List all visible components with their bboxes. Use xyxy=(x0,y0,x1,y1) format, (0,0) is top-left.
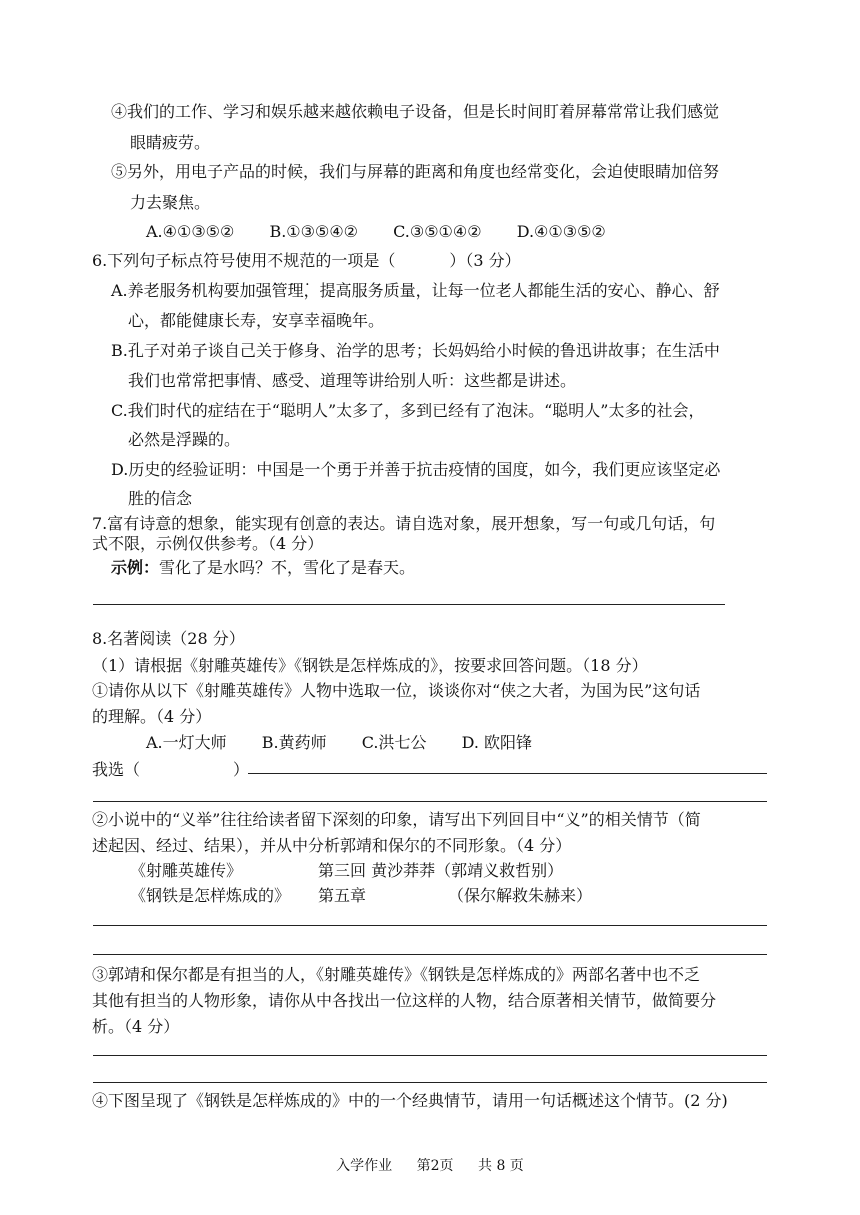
q6-option-b-line2: 我们也常常把事情、感受、道理等讲给别人听：这些都是讲述。 xyxy=(128,371,577,390)
q8-chapter1: 第三回 黄沙莽莽（郭靖义救哲别） xyxy=(318,861,564,880)
q8-s2-line2: 述起因、经过、结果），并从中分析郭靖和保尔的不同形象。（4 分） xyxy=(92,836,572,855)
footer-total: 共 8 页 xyxy=(478,1158,524,1174)
q8-s1-answer-line-1[interactable] xyxy=(248,773,767,774)
q8-choose-end: ） xyxy=(233,760,250,779)
page-footer xyxy=(0,1152,860,1180)
q6-option-d-line2: 胜的信念 xyxy=(128,489,193,508)
footer-page: 第2页 xyxy=(416,1158,454,1174)
q6-option-a-line1: A.养老服务机构要加强管理，提高服务质量，让每一位老人都能生活的安心、静心、舒 xyxy=(111,281,720,300)
q5-option-a: A.④①③⑤② xyxy=(146,222,235,241)
q7-example-text: 雪化了是水吗？不，雪化了是春天。 xyxy=(159,558,416,577)
footer-name: 入学作业 xyxy=(336,1158,393,1174)
q8-s1-option-c: C.洪七公 xyxy=(361,733,427,752)
q8-s1-line1: ①请你从以下《射雕英雄传》人物中选取一位，谈谈你对“侠之大者，为国为民”这句话 xyxy=(92,681,701,700)
q6-option-b-line1: B.孔子对弟子谈自己关于修身、治学的思考；长妈妈给小时候的鲁迅讲故事；在生活中 xyxy=(111,341,720,360)
q8-choose-label: 我选（ xyxy=(92,760,141,779)
q7-line1: 7.富有诗意的想象，能实现有创意的表达。请自选对象，展开想象，写一句或几句话，句 xyxy=(92,514,716,533)
q7-line2: 式不限，示例仅供参考。（4 分） xyxy=(92,534,324,553)
q8-s1-option-d: D. 欧阳锋 xyxy=(461,733,532,752)
q6-option-d-line1: D.历史的经验证明：中国是一个勇于并善于抗击疫情的国度，如今，我们更应该坚定必 xyxy=(111,460,721,479)
q8-s2-line1: ②小说中的“义举”往往给读者留下深刻的印象，请写出下列回目中“义”的相关情节（简 xyxy=(92,810,701,829)
q7-example xyxy=(111,554,415,582)
q6-stem-pre: 6.下列句子标点符号使用 xyxy=(92,251,268,270)
q7-answer-line[interactable] xyxy=(93,604,725,605)
q8-s2-answer-line-1[interactable] xyxy=(93,925,767,926)
q8-s3-answer-line-2[interactable] xyxy=(93,1082,767,1083)
q8-title: 8.名著阅读（28 分） xyxy=(92,629,245,648)
q6-dotted-char-1: 不 xyxy=(267,251,284,270)
q8-s1-answer-line-2[interactable] xyxy=(93,801,767,802)
q8-chapter2-detail: （保尔解救朱赫来） xyxy=(448,886,593,905)
q5-item4-line2: 眼睛疲劳。 xyxy=(130,133,211,152)
q5-item5-line2: 力去聚焦。 xyxy=(130,193,211,212)
q5-item4-line1: ④我们的工作、学习和娱乐越来越依赖电子设备，但是长时间盯着屏幕常常让我们感觉 xyxy=(111,102,720,121)
q8-s1-options xyxy=(146,729,562,757)
q5-item5-line1: ⑤另外，用电子产品的时候，我们与屏幕的距离和角度也经常变化，会迫使眼睛加倍努 xyxy=(111,162,720,181)
q8-s3-line2: 其他有担当的人物形象，请你从中各找出一位这样的人物，结合原著相关情节，做简要分 xyxy=(92,991,717,1010)
q8-s2-answer-line-2[interactable] xyxy=(93,954,767,955)
q6-option-c-line2: 必然是浮躁的。 xyxy=(128,430,241,449)
q8-chapter2: 第五章 xyxy=(318,886,367,905)
q8-part1: （1）请根据《射雕英雄传》《钢铁是怎样炼成的》，按要求回答问题。（18 分） xyxy=(92,656,648,675)
q6-option-c-line1: C.我们时代的症结在于“聪明人”太多了，多到已经有了泡沫。“聪明人”太多的社会， xyxy=(111,401,705,420)
q6-stem xyxy=(92,247,521,275)
q6-option-a-line2: 心，都能健康长寿，安享幸福晚年。 xyxy=(128,311,385,330)
q8-s1-option-a: A.一灯大师 xyxy=(146,733,227,752)
q8-book1: 《射雕英雄传》 xyxy=(130,861,243,880)
q8-s4-line1: ④下图呈现了《钢铁是怎样炼成的》中的一个经典情节，请用一句话概述这个情节。(2 分) xyxy=(92,1091,728,1110)
q8-s1-option-b: B.黄药师 xyxy=(261,733,327,752)
q6-dotted-char-2: 规 xyxy=(283,251,300,270)
q8-s3-line3: 析。（4 分） xyxy=(92,1017,180,1036)
q5-option-c: C.③⑤①④② xyxy=(393,222,482,241)
q5-option-b: B.①③⑤④② xyxy=(269,222,359,241)
q6-stem-end: ）（3 分） xyxy=(449,251,521,270)
q5-options xyxy=(146,218,636,246)
q8-s3-line1: ③郭靖和保尔都是有担当的人，《射雕英雄传》《钢铁是怎样炼成的》两部名著中也不乏 xyxy=(92,965,701,984)
q6-stem-post: 的一项是（ xyxy=(315,251,396,270)
q8-s3-answer-line-1[interactable] xyxy=(93,1055,767,1056)
q8-s1-line2: 的理解。（4 分） xyxy=(92,707,212,726)
q7-example-label: 示例： xyxy=(111,558,160,577)
q6-dotted-char-3: 范 xyxy=(299,251,316,270)
q5-option-d: D.④①③⑤② xyxy=(516,222,606,241)
q8-book2: 《钢铁是怎样炼成的》 xyxy=(130,886,291,905)
